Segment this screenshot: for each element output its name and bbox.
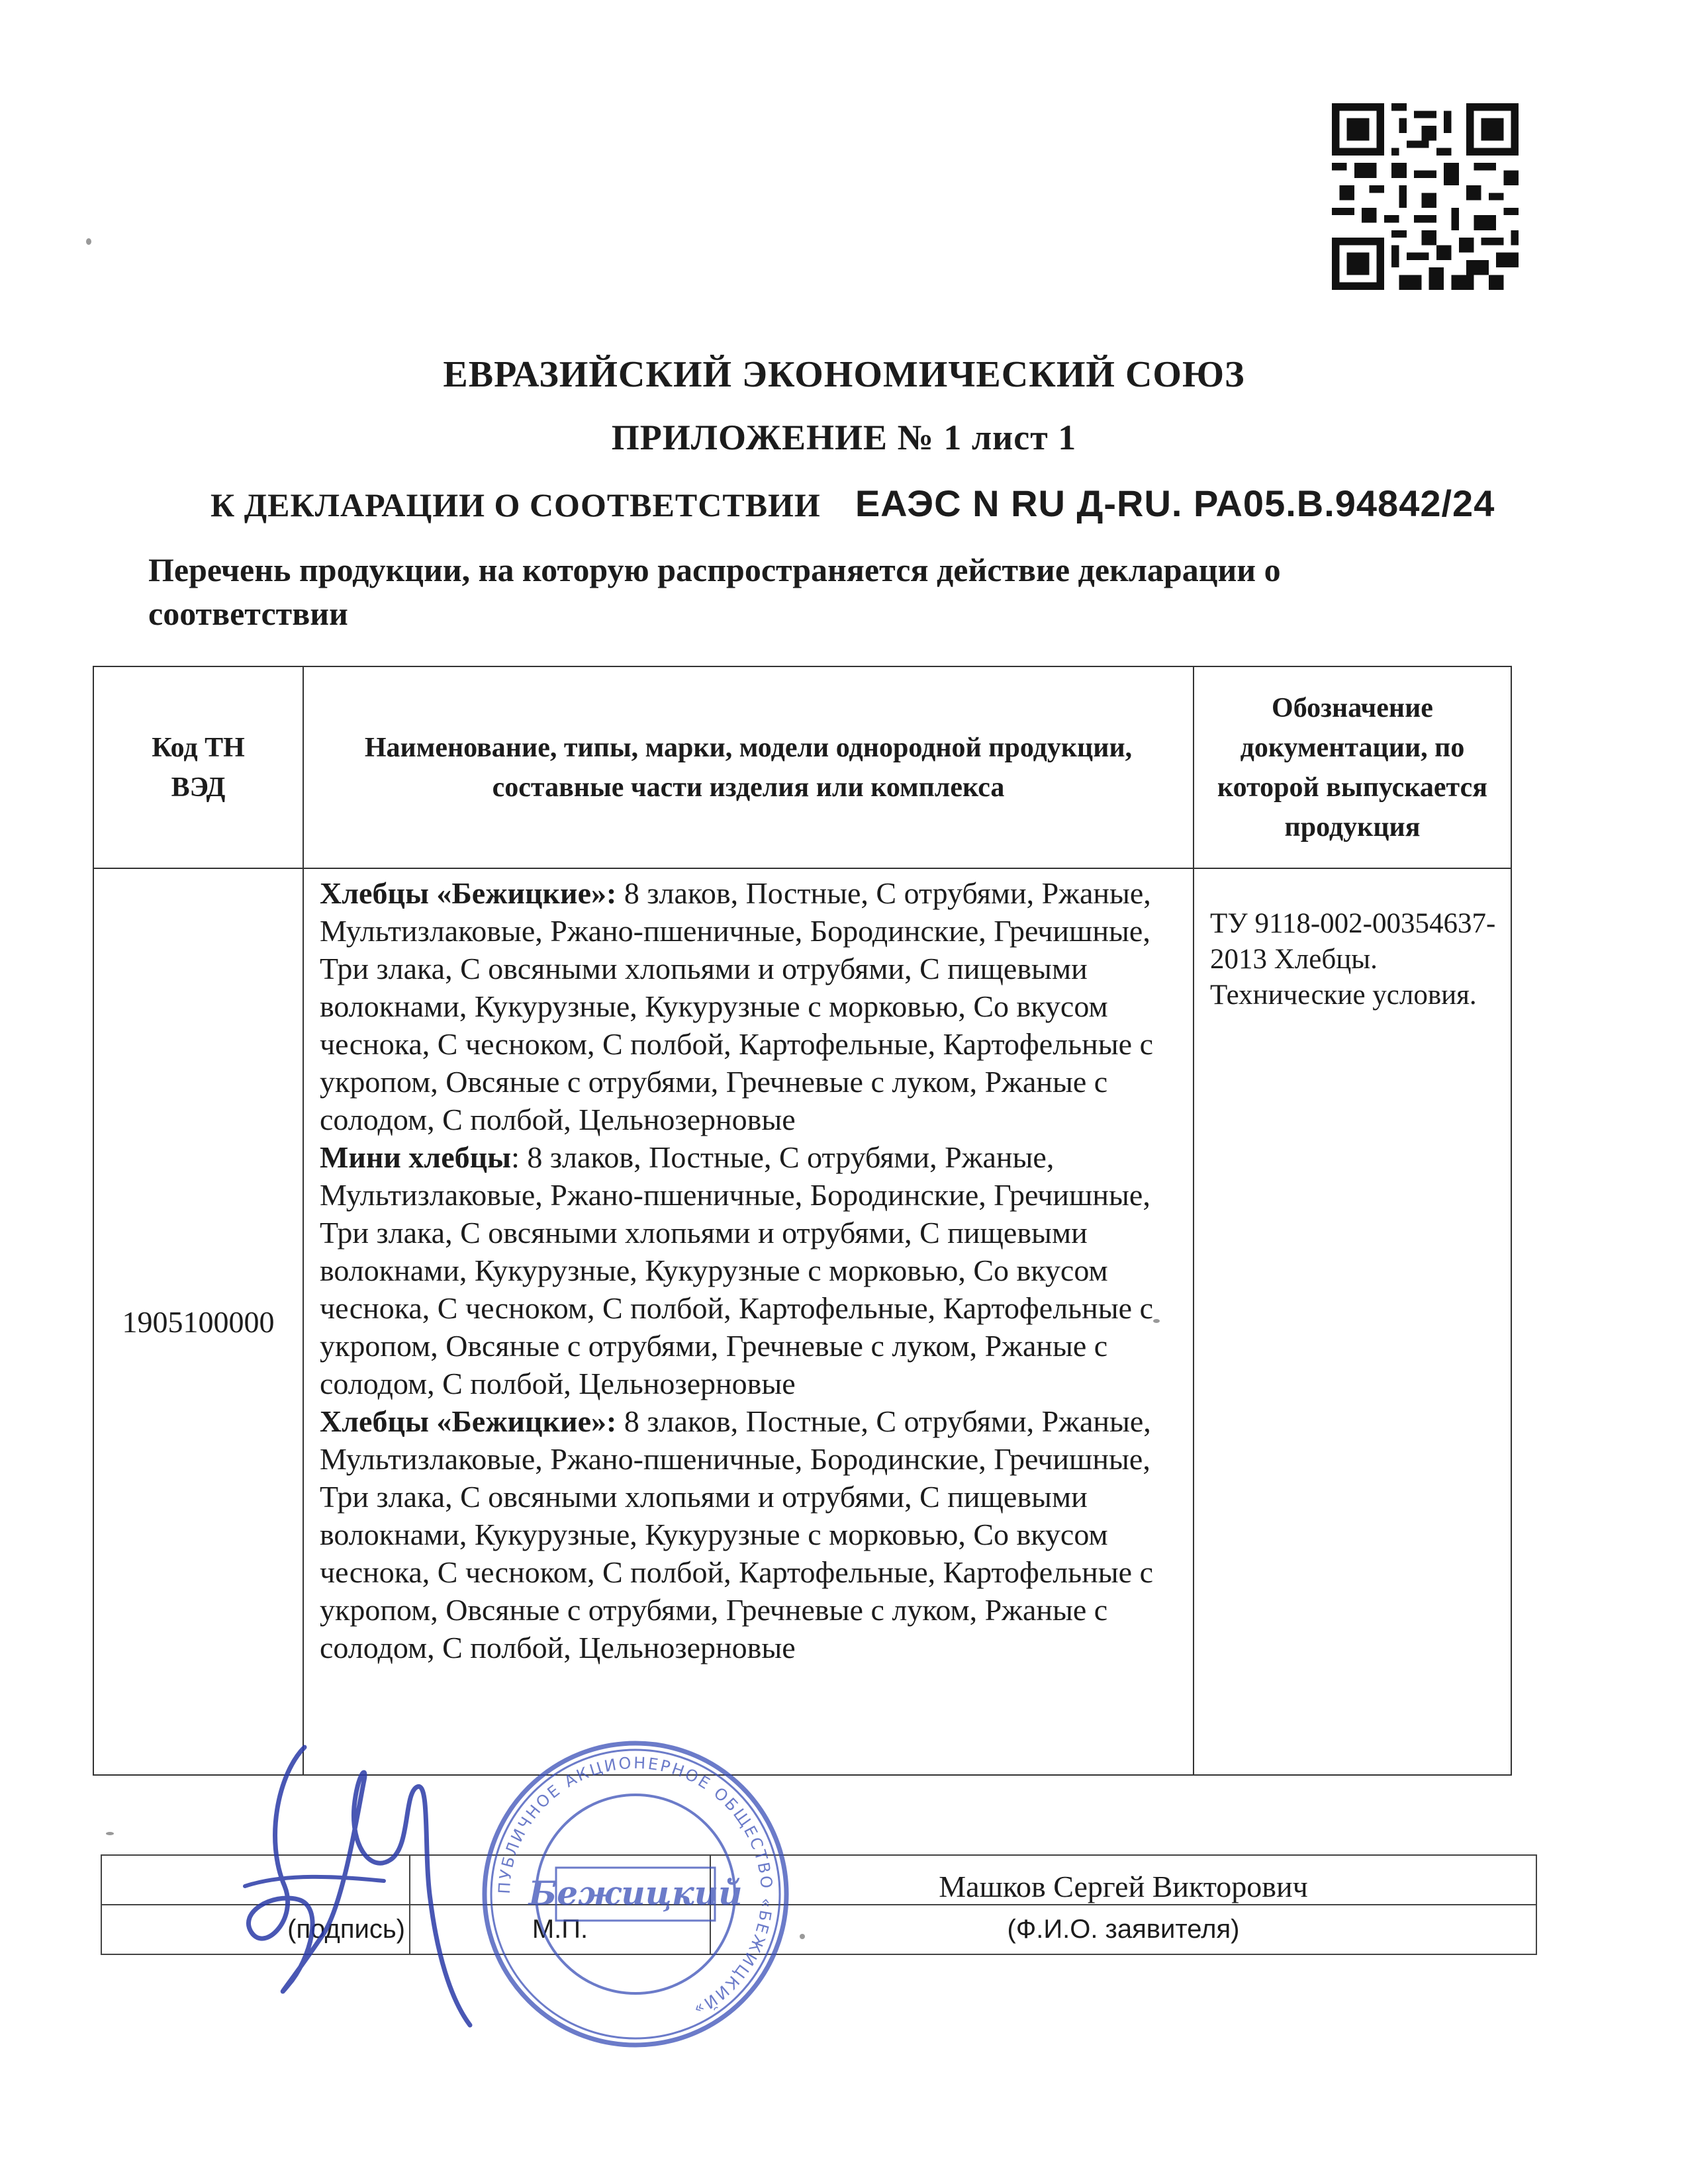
declaration-line	[211, 482, 1601, 525]
product-entry	[320, 1402, 1186, 1666]
company-stamp	[477, 1735, 794, 2053]
appendix-title: ПРИЛОЖЕНИЕ № 1 лист 1	[611, 418, 1077, 457]
applicant-signature	[225, 1734, 503, 2038]
product-types: : 8 злаков, Постные, С отрубями, Ржаные, Мультизлаковые, Ржано-пшеничные, Бородинские, Гречишные, Три злака, С овсяными хлопьями и отрубями, С пищевыми волокнами, Кукурузные, Кукурузные с морковью, Со вкусом чеснока, С чесноком, С полбой, Картофельные, Картофельные с укропом, Овсяные с отрубями, Гречневые с луком, Ржаные с солодом, С полбой, Цельнозерновые	[320, 1140, 1154, 1400]
applicant-caption: (Ф.И.О. заявителя)	[710, 1905, 1536, 1954]
documentation-cell: ТУ 9118-002-00354637-2013 Хлебцы. Технические условия.	[1194, 868, 1511, 1775]
table-row	[93, 868, 1511, 1775]
header-doc	[1194, 666, 1511, 868]
declaration-number: ЕАЭС N RU Д-RU. РА05.В.94842/24	[855, 482, 1495, 524]
product-name: Хлебцы «Бежицкие»:	[320, 876, 617, 910]
stamp-ring-text: ПУБЛИЧНОЕ АКЦИОНЕРНОЕ ОБЩЕСТВО «БЕЖИЦКИЙ»	[494, 1753, 776, 2021]
product-types: 8 злаков, Постные, С отрубями, Ржаные, Мультизлаковые, Ржано-пшеничные, Бородинские, Гречишные, Три злака, С овсяными хлопьями и отрубями, С пищевыми волокнами, Кукурузные, Кукурузные с морковью, Со вкусом чеснока, С чесноком, С полбой, Картофельные, Картофельные с укропом, Овсяные с отрубями, Гречневые с луком, Ржаные с солодом, С полбой, Цельнозерновые	[320, 876, 1154, 1136]
scan-speck	[106, 1832, 114, 1835]
scan-speck	[86, 238, 91, 245]
table-header-row	[93, 666, 1511, 868]
header-name	[303, 666, 1194, 868]
union-title: ЕВРАЗИЙСКИЙ ЭКОНОМИЧЕСКИЙ СОЮЗ	[443, 354, 1245, 395]
hs-code: 1905100000	[93, 868, 303, 1775]
stamp-caption: М.П.	[410, 1905, 710, 1954]
qr-code	[1332, 103, 1519, 290]
product-names-cell	[303, 868, 1194, 1775]
applicant-name: Машков Сергей Викторович	[710, 1855, 1536, 1905]
product-table	[93, 666, 1512, 1776]
declaration-prefix: К ДЕКЛАРАЦИИ О СООТВЕТСТВИИ	[211, 486, 821, 523]
product-name: Хлебцы «Бежицкие»:	[320, 1404, 617, 1438]
product-entry	[320, 1138, 1186, 1402]
product-name: Мини хлебцы	[320, 1140, 512, 1174]
header-code	[93, 666, 303, 868]
scan-speck	[1153, 1319, 1160, 1323]
product-list-intro: Перечень продукции, на которую распространяется действие декларации о соответствии	[148, 551, 1281, 632]
product-entry	[320, 874, 1186, 1138]
header-doc-text: Обозначение документации, по которой выпускается продукция	[1217, 692, 1487, 842]
header-name-text: Наименование, типы, марки, модели однородной продукции, составные части изделия или комплекса	[364, 732, 1133, 803]
header-code-text: Код ТН ВЭД	[152, 732, 245, 803]
signature-caption: (подпись)	[101, 1905, 410, 1954]
stamp-center-word: Бежицкий	[528, 1874, 743, 1913]
scan-speck	[800, 1934, 805, 1939]
product-types: 8 злаков, Постные, С отрубями, Ржаные, Мультизлаковые, Ржано-пшеничные, Бородинские, Гречишные, Три злака, С овсяными хлопьями и отрубями, С пищевыми волокнами, Кукурузные, Кукурузные с морковью, Со вкусом чеснока, С чесноком, С полбой, Картофельные, Картофельные с укропом, Овсяные с отрубями, Гречневые с луком, Ржаные с солодом, С полбой, Цельнозерновые	[320, 1404, 1154, 1664]
